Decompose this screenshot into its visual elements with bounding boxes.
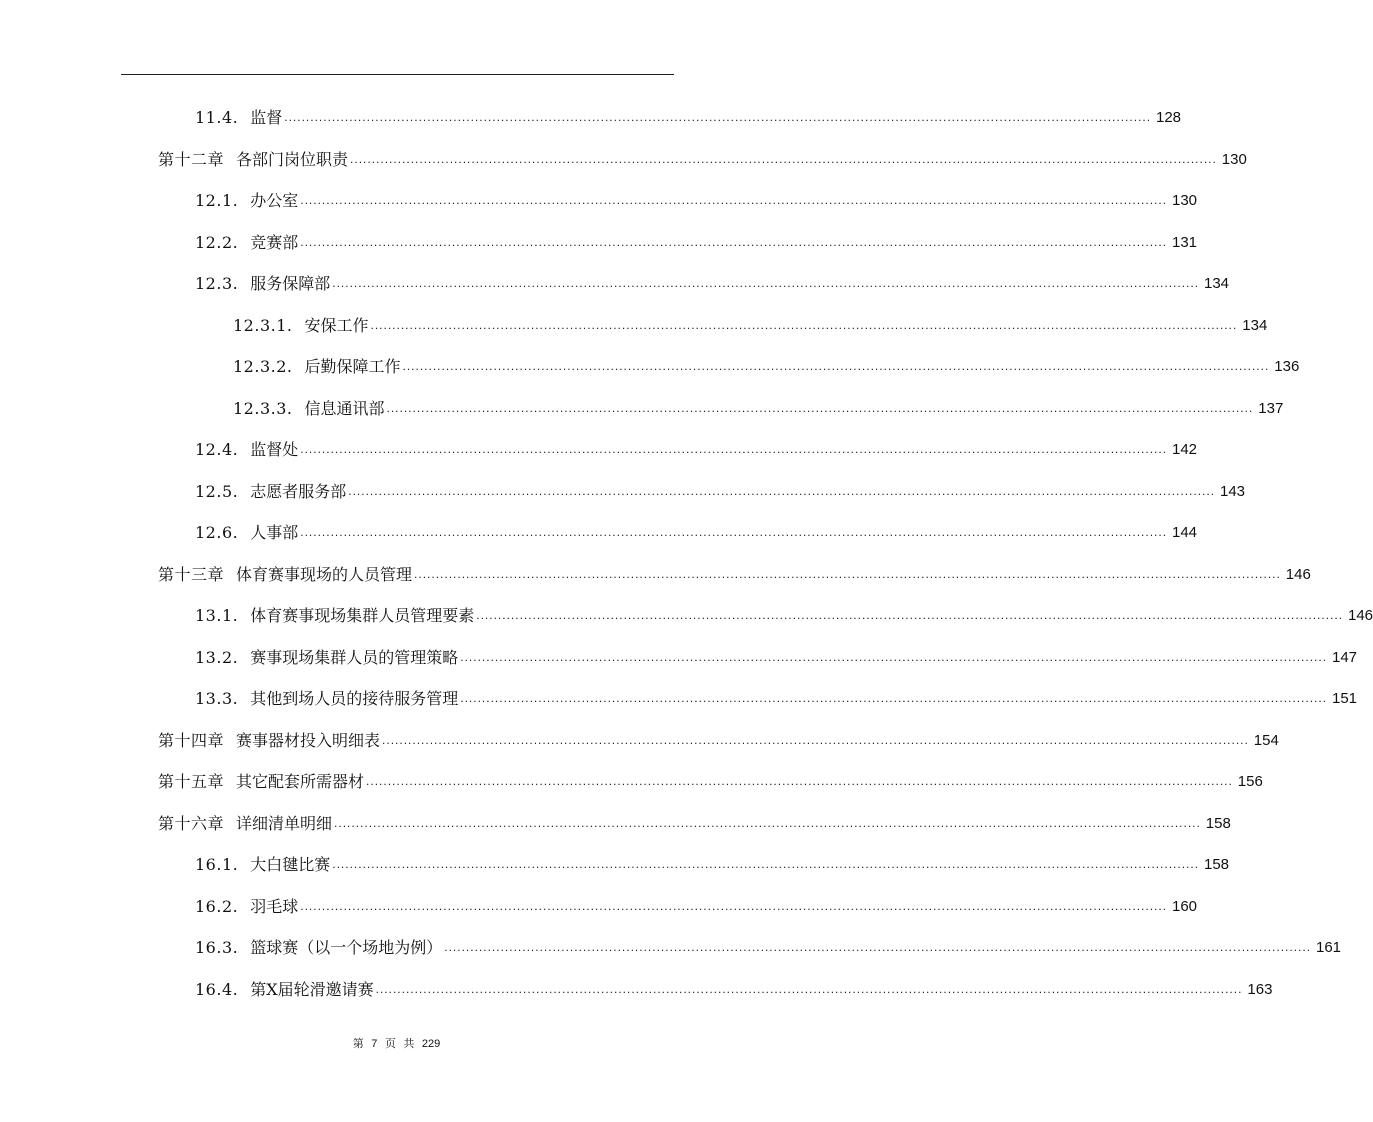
toc-entry[interactable]	[195, 183, 1198, 211]
toc-dot-leader: ........................................................................................................................................................................................................	[332, 857, 1200, 871]
toc-entry-title: 信息通讯部	[304, 399, 385, 418]
toc-entry-number: 16.4.	[195, 980, 239, 999]
toc-entry-title: 监督	[250, 108, 283, 127]
toc-entry-page: 154	[1253, 732, 1279, 749]
toc-entry-page: 146	[1285, 566, 1311, 583]
toc-dot-leader: ........................................................................................................................................................................................................	[460, 691, 1328, 705]
toc-entry-number: 第十三章	[158, 565, 225, 584]
footer-middle: 页 共	[384, 1037, 415, 1050]
toc-dot-leader: ........................................................................................................................................................................................................	[386, 401, 1254, 415]
toc-entry-title: 其他到场人员的接待服务管理	[250, 689, 459, 708]
toc-entry-number: 12.2.	[195, 233, 239, 252]
toc-entry-number: 12.5.	[195, 482, 239, 501]
toc-dot-leader: ........................................................................................................................................................................................................	[414, 567, 1281, 581]
footer-total-pages: 229	[421, 1038, 441, 1050]
toc-entry-page: 134	[1242, 317, 1268, 334]
toc-entry[interactable]	[195, 474, 1246, 502]
toc-dot-leader: ........................................................................................................................................................................................................	[366, 774, 1233, 788]
toc-entry-number: 12.3.3.	[233, 399, 293, 418]
toc-entry-number: 第十二章	[158, 150, 225, 169]
toc-entry-page: 144	[1172, 524, 1198, 541]
toc-entry-number: 12.3.1.	[233, 316, 293, 335]
toc-entry-title: 第X届轮滑邀请赛	[250, 980, 374, 999]
toc-entry-page: 163	[1247, 981, 1273, 998]
toc-entry[interactable]	[195, 640, 1358, 668]
toc-dot-leader: ........................................................................................................................................................................................................	[300, 899, 1168, 913]
toc-dot-leader: ........................................................................................................................................................................................................	[375, 982, 1243, 996]
toc-entry-title: 各部门岗位职责	[236, 150, 349, 169]
toc-entry-title: 体育赛事现场集群人员管理要素	[250, 606, 475, 625]
toc-entry-number: 13.2.	[195, 648, 239, 667]
toc-entry-title: 志愿者服务部	[250, 482, 347, 501]
toc-entry-title: 人事部	[250, 523, 299, 542]
toc-entry[interactable]	[195, 225, 1198, 253]
toc-dot-leader: ........................................................................................................................................................................................................	[332, 276, 1200, 290]
toc-entry[interactable]	[195, 515, 1198, 543]
toc-entry[interactable]	[195, 100, 1182, 128]
toc-dot-leader: ........................................................................................................................................................................................................	[334, 816, 1201, 830]
toc-entry-page: 151	[1332, 690, 1358, 707]
toc-entry-number: 12.4.	[195, 440, 239, 459]
toc-entry[interactable]	[158, 764, 1263, 792]
toc-dot-leader: ........................................................................................................................................................................................................	[348, 484, 1216, 498]
toc-dot-leader: ........................................................................................................................................................................................................	[444, 940, 1312, 954]
toc-entry-title: 赛事现场集群人员的管理策略	[250, 648, 459, 667]
toc-entry-number: 16.1.	[195, 855, 239, 874]
toc-entry-page: 130	[1221, 151, 1247, 168]
toc-entry[interactable]	[195, 266, 1230, 294]
toc-entry-title: 体育赛事现场的人员管理	[236, 565, 413, 584]
toc-entry-number: 第十四章	[158, 731, 225, 750]
toc-entry[interactable]	[195, 432, 1198, 460]
toc-entry[interactable]	[195, 598, 1373, 626]
toc-entry-title: 监督处	[250, 440, 299, 459]
toc-entry-number: 12.6.	[195, 523, 239, 542]
toc-entry-page: 130	[1172, 192, 1198, 209]
toc-entry-title: 大白毽比赛	[250, 855, 331, 874]
toc-entry-number: 16.3.	[195, 938, 239, 957]
toc-entry-number: 12.1.	[195, 191, 239, 210]
toc-dot-leader: ........................................................................................................................................................................................................	[350, 152, 1217, 166]
toc-dot-leader: ........................................................................................................................................................................................................	[460, 650, 1328, 664]
toc-entry-title: 详细清单明细	[236, 814, 333, 833]
toc-entry[interactable]	[195, 972, 1273, 1000]
footer-prefix: 第	[352, 1037, 364, 1050]
toc-entry[interactable]	[195, 930, 1342, 958]
toc-entry[interactable]	[233, 391, 1284, 419]
toc-entry-page: 128	[1156, 109, 1182, 126]
toc-dot-leader: ........................................................................................................................................................................................................	[300, 442, 1168, 456]
toc-entry[interactable]	[195, 847, 1230, 875]
toc-entry-page: 161	[1316, 939, 1342, 956]
toc-entry-page: 158	[1204, 856, 1230, 873]
toc-entry-page: 134	[1204, 275, 1230, 292]
toc-dot-leader: ........................................................................................................................................................................................................	[382, 733, 1249, 747]
toc-dot-leader: ........................................................................................................................................................................................................	[300, 525, 1168, 539]
toc-entry-number: 第十五章	[158, 772, 225, 791]
toc-entry-title: 安保工作	[304, 316, 369, 335]
toc-entry[interactable]	[158, 557, 1311, 585]
toc-entry-page: 142	[1172, 441, 1198, 458]
toc-entry[interactable]	[158, 723, 1279, 751]
toc-entry-title: 后勤保障工作	[304, 357, 401, 376]
toc-entry-number: 16.2.	[195, 897, 239, 916]
toc-entry-title: 羽毛球	[250, 897, 299, 916]
toc-entry-page: 156	[1237, 773, 1263, 790]
toc-entry-number: 13.1.	[195, 606, 239, 625]
toc-entry-page: 147	[1332, 649, 1358, 666]
toc-dot-leader: ........................................................................................................................................................................................................	[300, 193, 1168, 207]
toc-entry-page: 136	[1274, 358, 1300, 375]
toc-entry-page: 131	[1172, 234, 1198, 251]
toc-entry-title: 服务保障部	[250, 274, 331, 293]
toc-dot-leader: ........................................................................................................................................................................................................	[476, 608, 1344, 622]
toc-entry-page: 158	[1205, 815, 1231, 832]
toc-entry[interactable]	[195, 681, 1358, 709]
toc-entry-number: 13.3.	[195, 689, 239, 708]
toc-entry-title: 赛事器材投入明细表	[236, 731, 381, 750]
toc-entry-page: 146	[1348, 607, 1373, 624]
footer-current-page: 7	[371, 1038, 378, 1050]
toc-entry[interactable]	[158, 142, 1247, 170]
toc-entry[interactable]	[233, 349, 1300, 377]
toc-entry-page: 137	[1258, 400, 1284, 417]
toc-dot-leader: ........................................................................................................................................................................................................	[402, 359, 1270, 373]
toc-entry[interactable]	[195, 889, 1198, 917]
toc-dot-leader: ........................................................................................................................................................................................................	[284, 110, 1152, 124]
toc-entry-title: 其它配套所需器材	[236, 772, 365, 791]
toc-entry-title: 竞赛部	[250, 233, 299, 252]
toc-entry-page: 143	[1220, 483, 1246, 500]
toc-dot-leader: ........................................................................................................................................................................................................	[370, 318, 1238, 332]
toc-entry-number: 11.4.	[195, 108, 239, 127]
toc-entry-number: 12.3.2.	[233, 357, 293, 376]
toc-entry-number: 12.3.	[195, 274, 239, 293]
toc-dot-leader: ........................................................................................................................................................................................................	[300, 235, 1168, 249]
toc-entry-page: 160	[1172, 898, 1198, 915]
toc-entry-number: 第十六章	[158, 814, 225, 833]
toc-entry[interactable]	[158, 806, 1231, 834]
toc-entry-title: 篮球赛（以一个场地为例）	[250, 938, 443, 957]
toc-entry[interactable]	[233, 308, 1268, 336]
toc-entry-title: 办公室	[250, 191, 299, 210]
page-footer	[0, 1035, 793, 1051]
